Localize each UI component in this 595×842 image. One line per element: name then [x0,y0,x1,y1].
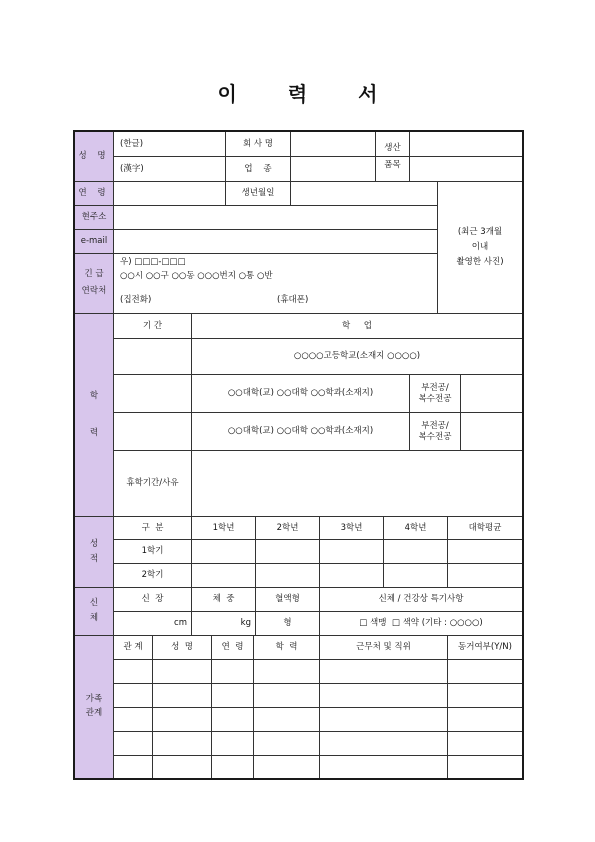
height-unit[interactable]: cm [174,618,187,628]
photo-line2: 이내 [471,242,489,252]
family-header-relation: 관 계 [123,642,143,652]
family-header-education: 학 력 [275,642,298,652]
minor-label-1-line2: 복수전공 [418,393,452,404]
period-header: 기 간 [142,320,163,331]
family-label [75,635,113,778]
school-header: 학 업 [342,320,372,331]
products-label-line2: 품목 [384,159,401,170]
company-field[interactable] [291,132,375,156]
education-label-line2: 력 [89,427,99,438]
leave-label: 휴학기간/사유 [126,478,179,488]
emergency-label-line1: 긴 급 [84,269,104,279]
education-label-line1: 학 [89,390,99,401]
grades-label-line2: 적 [89,553,99,564]
divider [113,731,522,732]
grades-label-line1: 성 [89,538,99,549]
blood-unit[interactable]: 형 [283,618,292,628]
weight-unit[interactable]: kg [240,618,251,628]
minor-label-2-line2: 복수전공 [418,431,452,442]
family-label-line2: 관계 [85,708,103,718]
products-field-2[interactable] [410,157,522,181]
products-label-line1: 생산 [384,142,401,153]
family-header-name: 성 명 [171,642,193,652]
grades-header-year3: 3학년 [340,522,363,533]
minor-label-2-line1: 부전공/ [421,420,449,431]
health-notes-label: 신체 / 건강상 특기사항 [378,594,464,604]
height-label: 신 장 [141,594,164,604]
products-field-1[interactable] [410,132,522,156]
photo-line1: (최근 3개월 [457,227,503,237]
grades-label [75,516,113,587]
divider [460,374,461,450]
grades-header-year2: 2학년 [276,522,299,533]
grades-header-average: 대학평균 [468,522,502,533]
age-field[interactable] [114,182,225,205]
family-header-cohabiting: 동거여부(Y/N) [458,642,512,652]
products-label [376,132,409,181]
minor-label-1-line1: 부전공/ [421,382,449,393]
email-field[interactable] [114,230,437,253]
grades-row-semester2: 2학기 [141,570,164,580]
emergency-label-line2: 연락처 [81,286,107,296]
name-label: 성 명 [75,132,113,181]
university-field-1[interactable]: ○○대학(교) ○○대학 ○○학과(소재지) [227,388,374,398]
emergency-zip[interactable]: 우) □□□-□□□ [120,256,186,267]
weight-label: 체 중 [212,594,235,604]
photo-line3: 촬영한 사진) [456,257,504,267]
divider [113,659,522,660]
divider [113,683,522,684]
grades-header-category: 구 분 [141,522,164,533]
family-label-line1: 가족 [85,694,103,704]
family-header-workplace: 근무처 및 직위 [356,642,411,652]
grades-header-year4: 4학년 [404,522,427,533]
body-label-line2: 체 [89,613,99,623]
name-korean-field[interactable]: (한글) [120,138,144,149]
education-label [75,313,113,516]
grades-row-semester1: 1학기 [141,546,164,556]
document-title: 이 력 서 [217,82,400,106]
photo-box[interactable] [438,182,522,313]
family-header-age: 연 령 [221,642,244,652]
minor-label-1 [410,375,460,412]
resume-form [73,130,524,780]
university-field-2[interactable]: ○○대학(교) ○○대학 ○○학과(소재지) [227,426,374,436]
email-label: e-mail [75,229,113,253]
age-label: 연 령 [75,181,113,205]
divider [113,707,522,708]
industry-label: 업 종 [244,163,272,174]
minor-label-2 [410,413,460,450]
industry-field[interactable] [291,157,375,181]
emergency-mobile[interactable]: (휴대폰) [277,295,309,305]
address-label: 현주소 [75,205,113,229]
divider [113,755,522,756]
emergency-label [75,253,113,313]
birth-label: 생년월일 [241,188,275,198]
blood-label: 혈액형 [275,594,300,604]
grades-header-year1: 1학년 [212,522,235,533]
body-label-line1: 신 [89,598,99,608]
high-school-field[interactable]: ○○○○고등학교(소재지 ○○○○) [293,351,421,361]
emergency-home-phone[interactable]: (집전화) [120,295,152,305]
birth-field[interactable] [291,182,437,205]
name-hanja-field[interactable]: (漢字) [120,163,144,174]
emergency-address[interactable]: ○○시 ○○구 ○○동 ○○○번지 ○통 ○반 [120,270,273,281]
address-field[interactable] [114,206,437,229]
body-label [75,587,113,635]
divider [75,253,437,254]
company-label: 회 사 명 [242,138,274,149]
colorblind-options[interactable]: □ 색맹 □ 색약 (기타 : ○○○○) [359,618,483,628]
